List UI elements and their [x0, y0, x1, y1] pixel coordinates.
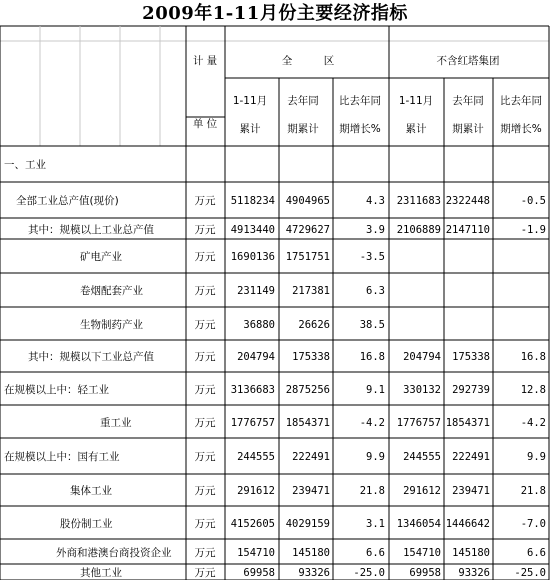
- cell-growth: 4.3: [366, 195, 385, 207]
- cell-ex-growth: 9.9: [527, 451, 546, 463]
- cell-ex-prev: 175338: [452, 351, 490, 363]
- row-unit: 万元: [194, 518, 216, 530]
- row-unit: 万元: [194, 351, 216, 363]
- cell-growth: 9.1: [366, 384, 385, 396]
- row-unit: 万元: [194, 417, 216, 429]
- cell-growth: 21.8: [359, 485, 385, 497]
- col-header-ex-ytd-1: 1-11月: [398, 95, 434, 107]
- cell-growth: -25.0: [353, 567, 385, 579]
- cell-ex-growth: -1.9: [520, 224, 546, 236]
- cell-ex-ytd: 204794: [403, 351, 441, 363]
- row-unit: 万元: [194, 384, 216, 396]
- col-header-ex-prev-2: 期累计: [452, 123, 484, 135]
- cell-ex-prev: 1446642: [445, 518, 490, 530]
- cell-ytd: 1690136: [230, 251, 275, 263]
- col-header-ytd-2: 累计: [239, 123, 261, 135]
- col-header-growth-1: 比去年同: [339, 95, 381, 107]
- cell-ytd: 69958: [243, 567, 275, 579]
- row-label: 其中：规模以下工业总产值: [28, 351, 154, 363]
- cell-growth: 6.6: [366, 547, 385, 559]
- row-unit: 万元: [194, 547, 216, 559]
- cell-prev: 175338: [292, 351, 330, 363]
- cell-prev: 26626: [298, 319, 330, 331]
- row-label: 其他工业: [80, 567, 122, 579]
- row-unit: 万元: [194, 251, 216, 263]
- cell-ex-prev: 222491: [452, 451, 490, 463]
- page-title: 2009年1-11月份主要经济指标: [142, 3, 408, 24]
- cell-ytd: 4913440: [230, 224, 275, 236]
- cell-growth: -4.2: [359, 417, 385, 429]
- row-label: 在规模以上中：国有工业: [4, 451, 120, 463]
- cell-ex-ytd: 1346054: [396, 518, 441, 530]
- cell-growth: 6.3: [366, 285, 385, 297]
- row-label: 集体工业: [70, 485, 112, 497]
- cell-ex-growth: -0.5: [520, 195, 546, 207]
- cell-ex-ytd: 330132: [403, 384, 441, 396]
- cell-ex-ytd: 154710: [403, 547, 441, 559]
- cell-ytd: 36880: [243, 319, 275, 331]
- cell-ex-ytd: 291612: [403, 485, 441, 497]
- row-label: 生物制药产业: [80, 319, 143, 331]
- row-unit: 万元: [194, 285, 216, 297]
- cell-ex-growth: -7.0: [520, 518, 546, 530]
- cell-ex-prev: 1854371: [445, 417, 490, 429]
- cell-ex-growth: 21.8: [520, 485, 546, 497]
- unit-header-top: 计 量: [192, 55, 218, 67]
- cell-prev: 4729627: [285, 224, 330, 236]
- row-label: 其中：规模以上工业总产值: [28, 224, 154, 236]
- cell-ex-growth: -25.0: [514, 567, 546, 579]
- cell-ex-growth: 16.8: [520, 351, 546, 363]
- row-label: 在规模以上中：轻工业: [4, 384, 109, 396]
- cell-growth: 3.9: [366, 224, 385, 236]
- cell-ytd: 1776757: [230, 417, 275, 429]
- cell-ex-growth: 12.8: [520, 384, 546, 396]
- cell-ex-ytd: 244555: [403, 451, 441, 463]
- col-header-ex-growth-2: 期增长%: [500, 123, 542, 135]
- cell-ytd: 154710: [237, 547, 275, 559]
- cell-ytd: 3136683: [230, 384, 275, 396]
- cell-growth: 3.1: [366, 518, 385, 530]
- cell-prev: 1854371: [285, 417, 330, 429]
- cell-prev: 217381: [292, 285, 330, 297]
- cell-ytd: 5118234: [230, 195, 275, 207]
- cell-ex-growth: -4.2: [520, 417, 546, 429]
- col-header-growth-2: 期增长%: [339, 123, 381, 135]
- row-label: 卷烟配套产业: [80, 285, 143, 297]
- cell-ex-ytd: 1776757: [396, 417, 441, 429]
- cell-ex-prev: 2147110: [445, 224, 490, 236]
- row-unit: 万元: [194, 567, 216, 579]
- cell-ex-prev: 292739: [452, 384, 490, 396]
- cell-prev: 4904965: [285, 195, 330, 207]
- cell-ex-ytd: 2311683: [396, 195, 441, 207]
- row-label: 重工业: [100, 417, 132, 429]
- cell-ex-ytd: 69958: [409, 567, 441, 579]
- cell-ytd: 231149: [237, 285, 275, 297]
- col-header-ytd-1: 1-11月: [232, 95, 268, 107]
- cell-ex-ytd: 2106889: [396, 224, 441, 236]
- cell-ex-growth: 6.6: [527, 547, 546, 559]
- col-header-prev-1: 去年同: [287, 95, 319, 107]
- row-label: 股份制工业: [60, 518, 113, 530]
- row-label: 矿电产业: [80, 251, 122, 263]
- cell-prev: 222491: [292, 451, 330, 463]
- group-header-excl: 不含红塔集团: [436, 55, 500, 67]
- cell-growth: 16.8: [359, 351, 385, 363]
- group-header-all: 全 区: [281, 55, 335, 67]
- col-header-ex-prev-1: 去年同: [452, 95, 484, 107]
- cell-growth: 9.9: [366, 451, 385, 463]
- row-unit: 万元: [194, 451, 216, 463]
- row-unit: 万元: [194, 224, 216, 236]
- cell-ex-prev: 239471: [452, 485, 490, 497]
- cell-ex-prev: 145180: [452, 547, 490, 559]
- cell-ytd: 291612: [237, 485, 275, 497]
- cell-ex-prev: 93326: [458, 567, 490, 579]
- col-header-ex-ytd-2: 累计: [405, 123, 427, 135]
- row-unit: 万元: [194, 319, 216, 331]
- cell-prev: 1751751: [285, 251, 330, 263]
- row-label: 外商和港澳台商投资企业: [56, 547, 172, 559]
- cell-ytd: 244555: [237, 451, 275, 463]
- unit-header-bottom: 单 位: [192, 118, 218, 130]
- cell-ytd: 4152605: [230, 518, 275, 530]
- cell-prev: 239471: [292, 485, 330, 497]
- cell-growth: 38.5: [359, 319, 385, 331]
- cell-ex-prev: 2322448: [445, 195, 490, 207]
- cell-prev: 4029159: [285, 518, 330, 530]
- cell-prev: 93326: [298, 567, 330, 579]
- col-header-prev-2: 期累计: [287, 123, 319, 135]
- row-label: 全部工业总产值(现价): [16, 195, 119, 207]
- col-header-ex-growth-1: 比去年同: [500, 95, 542, 107]
- cell-prev: 2875256: [285, 384, 330, 396]
- table-body: [4, 194, 546, 579]
- cell-prev: 145180: [292, 547, 330, 559]
- cell-growth: -3.5: [359, 251, 385, 263]
- section-label: 一、工业: [4, 159, 46, 171]
- row-unit: 万元: [194, 195, 216, 207]
- row-unit: 万元: [194, 485, 216, 497]
- cell-ytd: 204794: [237, 351, 275, 363]
